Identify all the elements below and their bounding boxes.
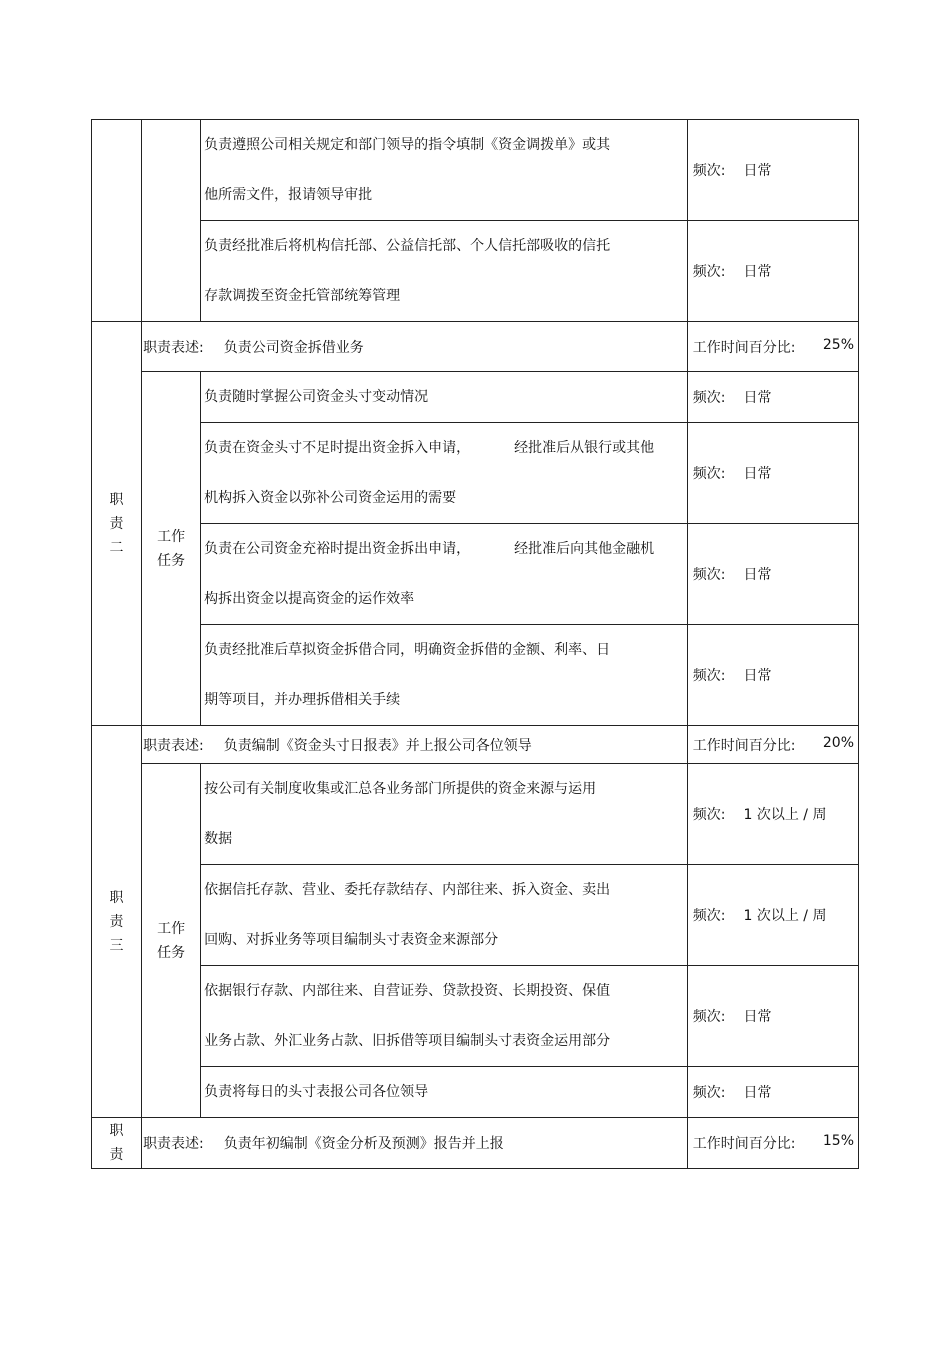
- task-label-cell: [142, 120, 201, 322]
- frequency-label: 频次:: [692, 908, 726, 924]
- frequency-label: 频次:: [692, 1009, 726, 1025]
- frequency-label: 频次:: [692, 390, 726, 406]
- duty-name-cell: [92, 120, 142, 322]
- frequency-label: 频次:: [692, 466, 726, 482]
- frequency-cell: [687, 423, 858, 524]
- description-label: 职责表述:: [143, 737, 204, 754]
- percentage-value: 20%: [822, 734, 854, 751]
- table-row: [92, 1118, 859, 1169]
- table-row: [92, 865, 859, 966]
- frequency-value: 日常: [743, 390, 772, 406]
- task-cell: 负责经批准后将机构信托部、公益信托部、个人信托部吸收的信托 存款调拨至资金托管部统筹管理: [201, 221, 688, 322]
- task-cell: 负责将每日的头寸表报公司各位领导: [201, 1067, 688, 1118]
- description-text: 负责年初编制《资金分析及预测》报告并上报: [223, 1136, 504, 1152]
- frequency-value: 日常: [743, 1009, 772, 1025]
- frequency-value: 日常: [743, 163, 772, 179]
- frequency-value: 1 次以上 / 周: [743, 807, 827, 823]
- description-text: 负责编制《资金头寸日报表》并上报公司各位领导: [223, 737, 532, 754]
- frequency-value: 日常: [743, 466, 772, 482]
- frequency-cell: [687, 1067, 858, 1118]
- frequency-value: 日常: [743, 567, 772, 583]
- task-label-cell: 工作 任务: [142, 764, 201, 1118]
- frequency-cell: [687, 221, 858, 322]
- duty-table: [91, 119, 859, 1169]
- table-row: [92, 322, 859, 372]
- table-row: [92, 120, 859, 221]
- frequency-value: 1 次以上 / 周: [743, 908, 827, 924]
- frequency-label: 频次:: [692, 1085, 726, 1101]
- percentage-label: 工作时间百分比:: [692, 1136, 796, 1152]
- description-text: 负责公司资金拆借业务: [223, 339, 364, 356]
- description-label: 职责表述:: [143, 339, 204, 356]
- percentage-label: 工作时间百分比:: [692, 339, 796, 356]
- frequency-label: 频次:: [692, 668, 726, 684]
- percentage-value: 15%: [822, 1133, 854, 1149]
- time-percentage-cell: [687, 1118, 858, 1169]
- task-cell: 负责遵照公司相关规定和部门领导的指令填制《资金调拨单》或其 他所需文件，报请领导审批: [201, 120, 688, 221]
- duty-description: [142, 726, 688, 764]
- time-percentage-cell: [687, 322, 858, 372]
- frequency-label: 频次:: [692, 567, 726, 583]
- description-label: 职责表述:: [143, 1136, 204, 1152]
- table-row: [92, 372, 859, 423]
- frequency-cell: [687, 625, 858, 726]
- frequency-label: 频次:: [692, 264, 726, 280]
- duty-name-cell: 职 责: [92, 1118, 142, 1169]
- frequency-cell: [687, 966, 858, 1067]
- task-cell: 按公司有关制度收集或汇总各业务部门所提供的资金来源与运用 数据: [201, 764, 688, 865]
- task-cell: 负责经批准后草拟资金拆借合同，明确资金拆借的金额、利率、日 期等项目，并办理拆借相关手续: [201, 625, 688, 726]
- frequency-cell: [687, 865, 858, 966]
- percentage-label: 工作时间百分比:: [692, 737, 796, 754]
- frequency-label: 频次:: [692, 807, 726, 823]
- duty-description: [142, 322, 688, 372]
- frequency-cell: [687, 372, 858, 423]
- table-row: [92, 221, 859, 322]
- table-row: [92, 764, 859, 865]
- frequency-cell: [687, 120, 858, 221]
- frequency-value: 日常: [743, 1085, 772, 1101]
- duty-name-cell: 职 责 三: [92, 726, 142, 1118]
- task-cell: 依据银行存款、内部往来、自营证券、贷款投资、长期投资、保值 业务占款、外汇业务占款、旧拆借等项目编制头寸表资金运用部分: [201, 966, 688, 1067]
- duty-description: [142, 1118, 688, 1169]
- frequency-value: 日常: [743, 668, 772, 684]
- task-cell: 负责在公司资金充裕时提出资金拆出申请， 经批准后向其他金融机 构拆出资金以提高资金的运作效率: [201, 524, 688, 625]
- table-row: [92, 1067, 859, 1118]
- frequency-label: 频次:: [692, 163, 726, 179]
- time-percentage-cell: [687, 726, 858, 764]
- table-row: [92, 966, 859, 1067]
- table-row: [92, 524, 859, 625]
- table-row: [92, 726, 859, 764]
- frequency-cell: [687, 764, 858, 865]
- table-row: [92, 423, 859, 524]
- frequency-cell: [687, 524, 858, 625]
- frequency-value: 日常: [743, 264, 772, 280]
- task-cell: 依据信托存款、营业、委托存款结存、内部往来、拆入资金、卖出 回购、对拆业务等项目编制头寸表资金来源部分: [201, 865, 688, 966]
- duty-name-cell: 职 责 二: [92, 322, 142, 726]
- task-label-cell: 工作 任务: [142, 372, 201, 726]
- percentage-value: 25%: [822, 336, 854, 353]
- task-cell: 负责在资金头寸不足时提出资金拆入申请， 经批准后从银行或其他 机构拆入资金以弥补公司资金运用的需要: [201, 423, 688, 524]
- table-row: [92, 625, 859, 726]
- task-cell: 负责随时掌握公司资金头寸变动情况: [201, 372, 688, 423]
